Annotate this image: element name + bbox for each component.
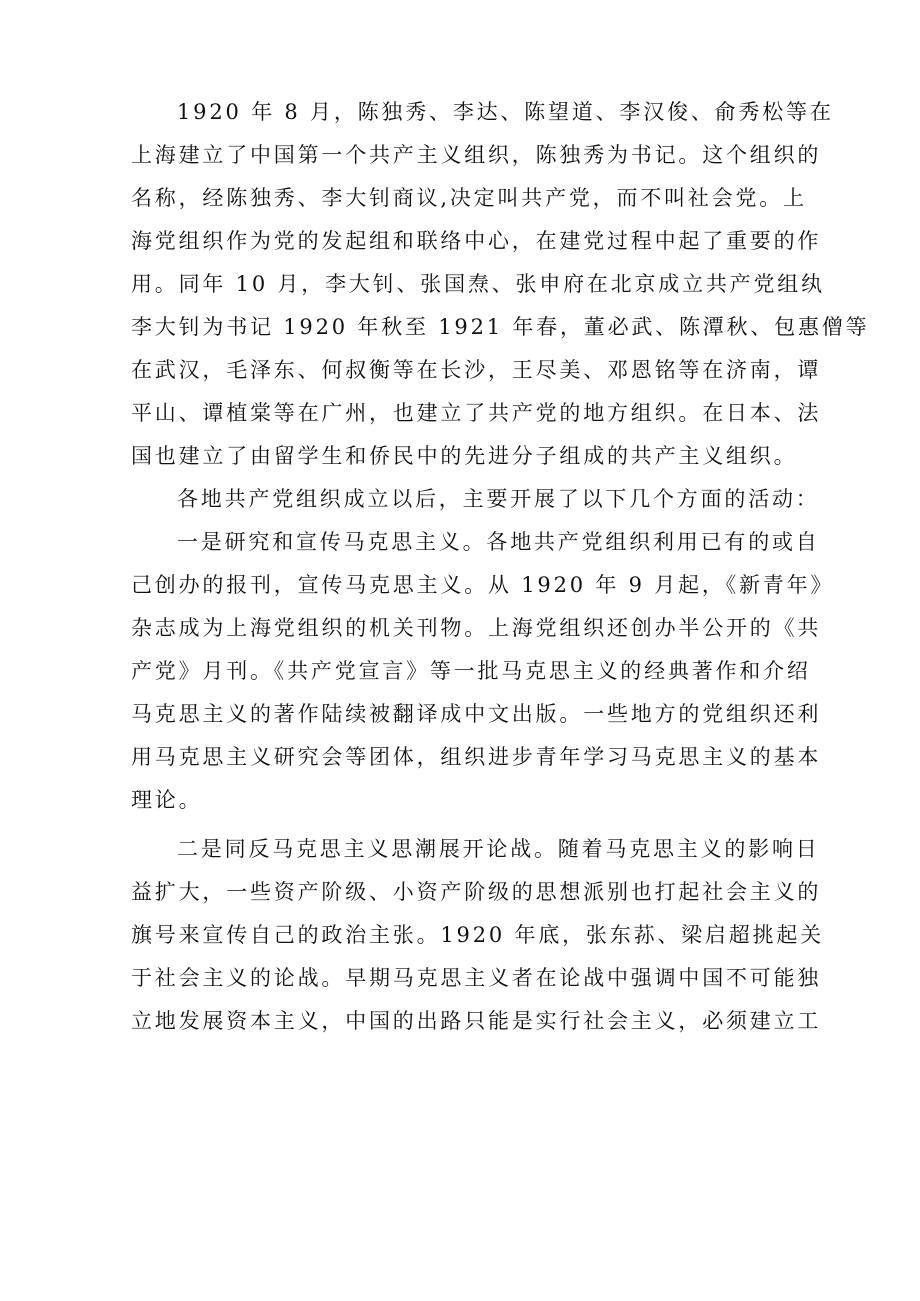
text-line: 立地发展资本主义，中国的出路只能是实行社会主义，必须建立工	[131, 1009, 822, 1033]
text-line: 二是同反马克思主义思潮展开论战。随着马克思主义的影响日	[177, 837, 820, 861]
text-line: 马克思主义的著作陆续被翻译成中文出版。一些地方的党组织还利	[131, 702, 822, 726]
paragraph-3	[131, 521, 835, 822]
body-text	[131, 91, 870, 1043]
text-line: 用。同年 10 月，李大钊、张国焘、张申府在北京成立共产党组纨	[131, 272, 825, 296]
paragraph-1	[131, 91, 870, 478]
text-line: 旗号来宣传自己的政治主张。1920 年底，张东荪、梁启超挑起关	[131, 923, 824, 947]
text-line: 国也建立了由留学生和侨民中的先进分子组成的共产主义组织。	[131, 444, 798, 468]
text-line: 一是研究和宣传马克思主义。各地共产党组织利用已有的或自	[177, 530, 820, 554]
text-line: 平山、谭植棠等在广州，也建立了共产党的地方组织。在日本、法	[131, 401, 822, 425]
text-line: 上海建立了中国第一个共产主义组织，陈独秀为书记。这个组织的	[131, 143, 822, 167]
text-line: 1920 年 8 月，陈独秀、李达、陈望道、李汉俊、俞秀松等在	[177, 100, 834, 124]
paragraph-2	[131, 478, 820, 521]
text-line: 各地共产党组织成立以后，主要开展了以下几个方面的活动：	[177, 487, 820, 511]
text-line: 理论。	[131, 788, 203, 812]
text-line: 益扩大，一些资产阶级、小资产阶级的思想派别也打起社会主义的	[131, 880, 822, 904]
text-line: 名称，经陈独秀、李大钊商议,决定叫共产党，而不叫社会党。上	[131, 186, 807, 210]
text-line: 在武汉，毛泽东、何叔衡等在长沙，王尽美、邓恩铭等在济南，谭	[131, 358, 822, 382]
text-line: 用马克思主义研究会等团体，组织进步青年学习马克思主义的基本	[131, 745, 822, 769]
text-line: 产党》月刊。《共产党宣言》等一批马克思主义的经典著作和介绍	[131, 659, 811, 683]
text-line: 于社会主义的论战。早期马克思主义者在论战中强调中国不可能独	[131, 966, 822, 990]
text-line: 李大钊为书记 1920 年秋至 1921 年春，董必武、陈潭秋、包惠僧等	[131, 315, 870, 339]
text-line: 己创办的报刊，宣传马克思主义。从 1920 年 9 月起，《新青年》	[131, 573, 835, 597]
text-line: 杂志成为上海党组织的机关刊物。上海党组织还创办半公开的《共	[131, 616, 822, 640]
text-line: 海党组织作为党的发起组和联络中心，在建党过程中起了重要的作	[131, 229, 822, 253]
paragraph-4	[131, 828, 824, 1043]
